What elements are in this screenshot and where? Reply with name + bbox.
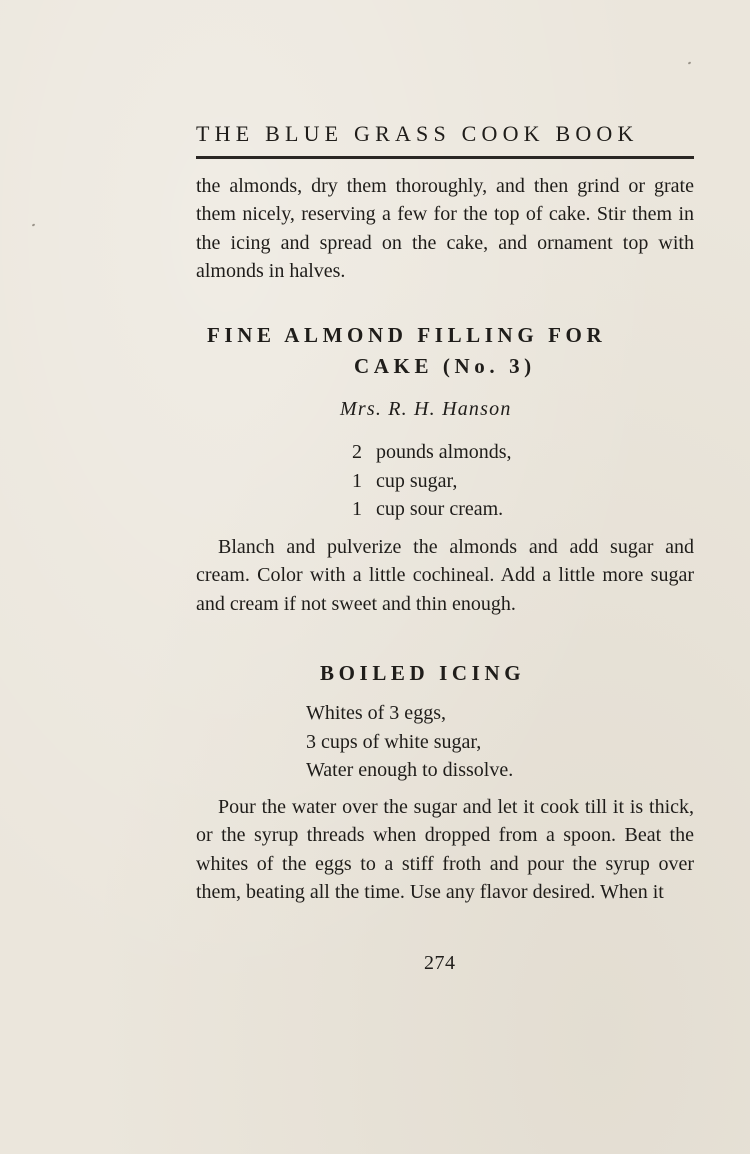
continuation-paragraph: the almonds, dry them thoroughly, and then grind or grate them nicely, reserving a few for the top of cake. Stir them in the icing and spread on the cake, and ornament top with almonds in halves. bbox=[196, 175, 694, 283]
paper-speck bbox=[688, 61, 692, 64]
recipe-title: BOILED ICING bbox=[320, 661, 526, 685]
paper-speck bbox=[32, 223, 36, 226]
page-number: 274 bbox=[424, 952, 456, 974]
ingredient-qty: 2 bbox=[352, 441, 362, 463]
ingredient-item bbox=[352, 438, 512, 467]
recipe-title-line-2: CAKE (No. 3) bbox=[354, 354, 536, 378]
ingredient-item bbox=[352, 495, 512, 524]
ingredient-list bbox=[306, 699, 513, 785]
ingredient-qty: 1 bbox=[352, 498, 362, 521]
ingredient-text: pounds almonds, bbox=[376, 441, 512, 463]
header-rule bbox=[196, 156, 694, 159]
ingredient-item bbox=[352, 467, 512, 496]
recipe-title-line-1: FINE ALMOND FILLING FOR bbox=[207, 323, 607, 347]
ingredient-item: Whites of 3 eggs, bbox=[306, 702, 446, 724]
ingredient-text: cup sugar, bbox=[376, 469, 458, 492]
recipe-directions: Pour the water over the sugar and let it cook till it is thick, or the syrup threads when dropped from a spoon. Beat the whites of the eggs to a stiff froth and pour the syrup over them, beating all the time. Use any flavor desired. When it bbox=[196, 796, 694, 904]
ingredient-item: Water enough to dissolve. bbox=[306, 759, 514, 782]
ingredient-text: cup sour cream. bbox=[376, 498, 504, 521]
ingredient-item: 3 cups of white sugar, bbox=[306, 730, 482, 753]
ingredient-list bbox=[352, 438, 512, 524]
recipe-author: Mrs. R. H. Hanson bbox=[340, 398, 512, 420]
ingredient-qty: 1 bbox=[352, 469, 362, 492]
running-header: THE BLUE GRASS COOK BOOK bbox=[196, 121, 639, 146]
recipe-directions: Blanch and pulverize the almonds and add sugar and cream. Color with a little cochineal. Add a little more sugar and cream if not sweet and thin enough. bbox=[196, 536, 694, 615]
